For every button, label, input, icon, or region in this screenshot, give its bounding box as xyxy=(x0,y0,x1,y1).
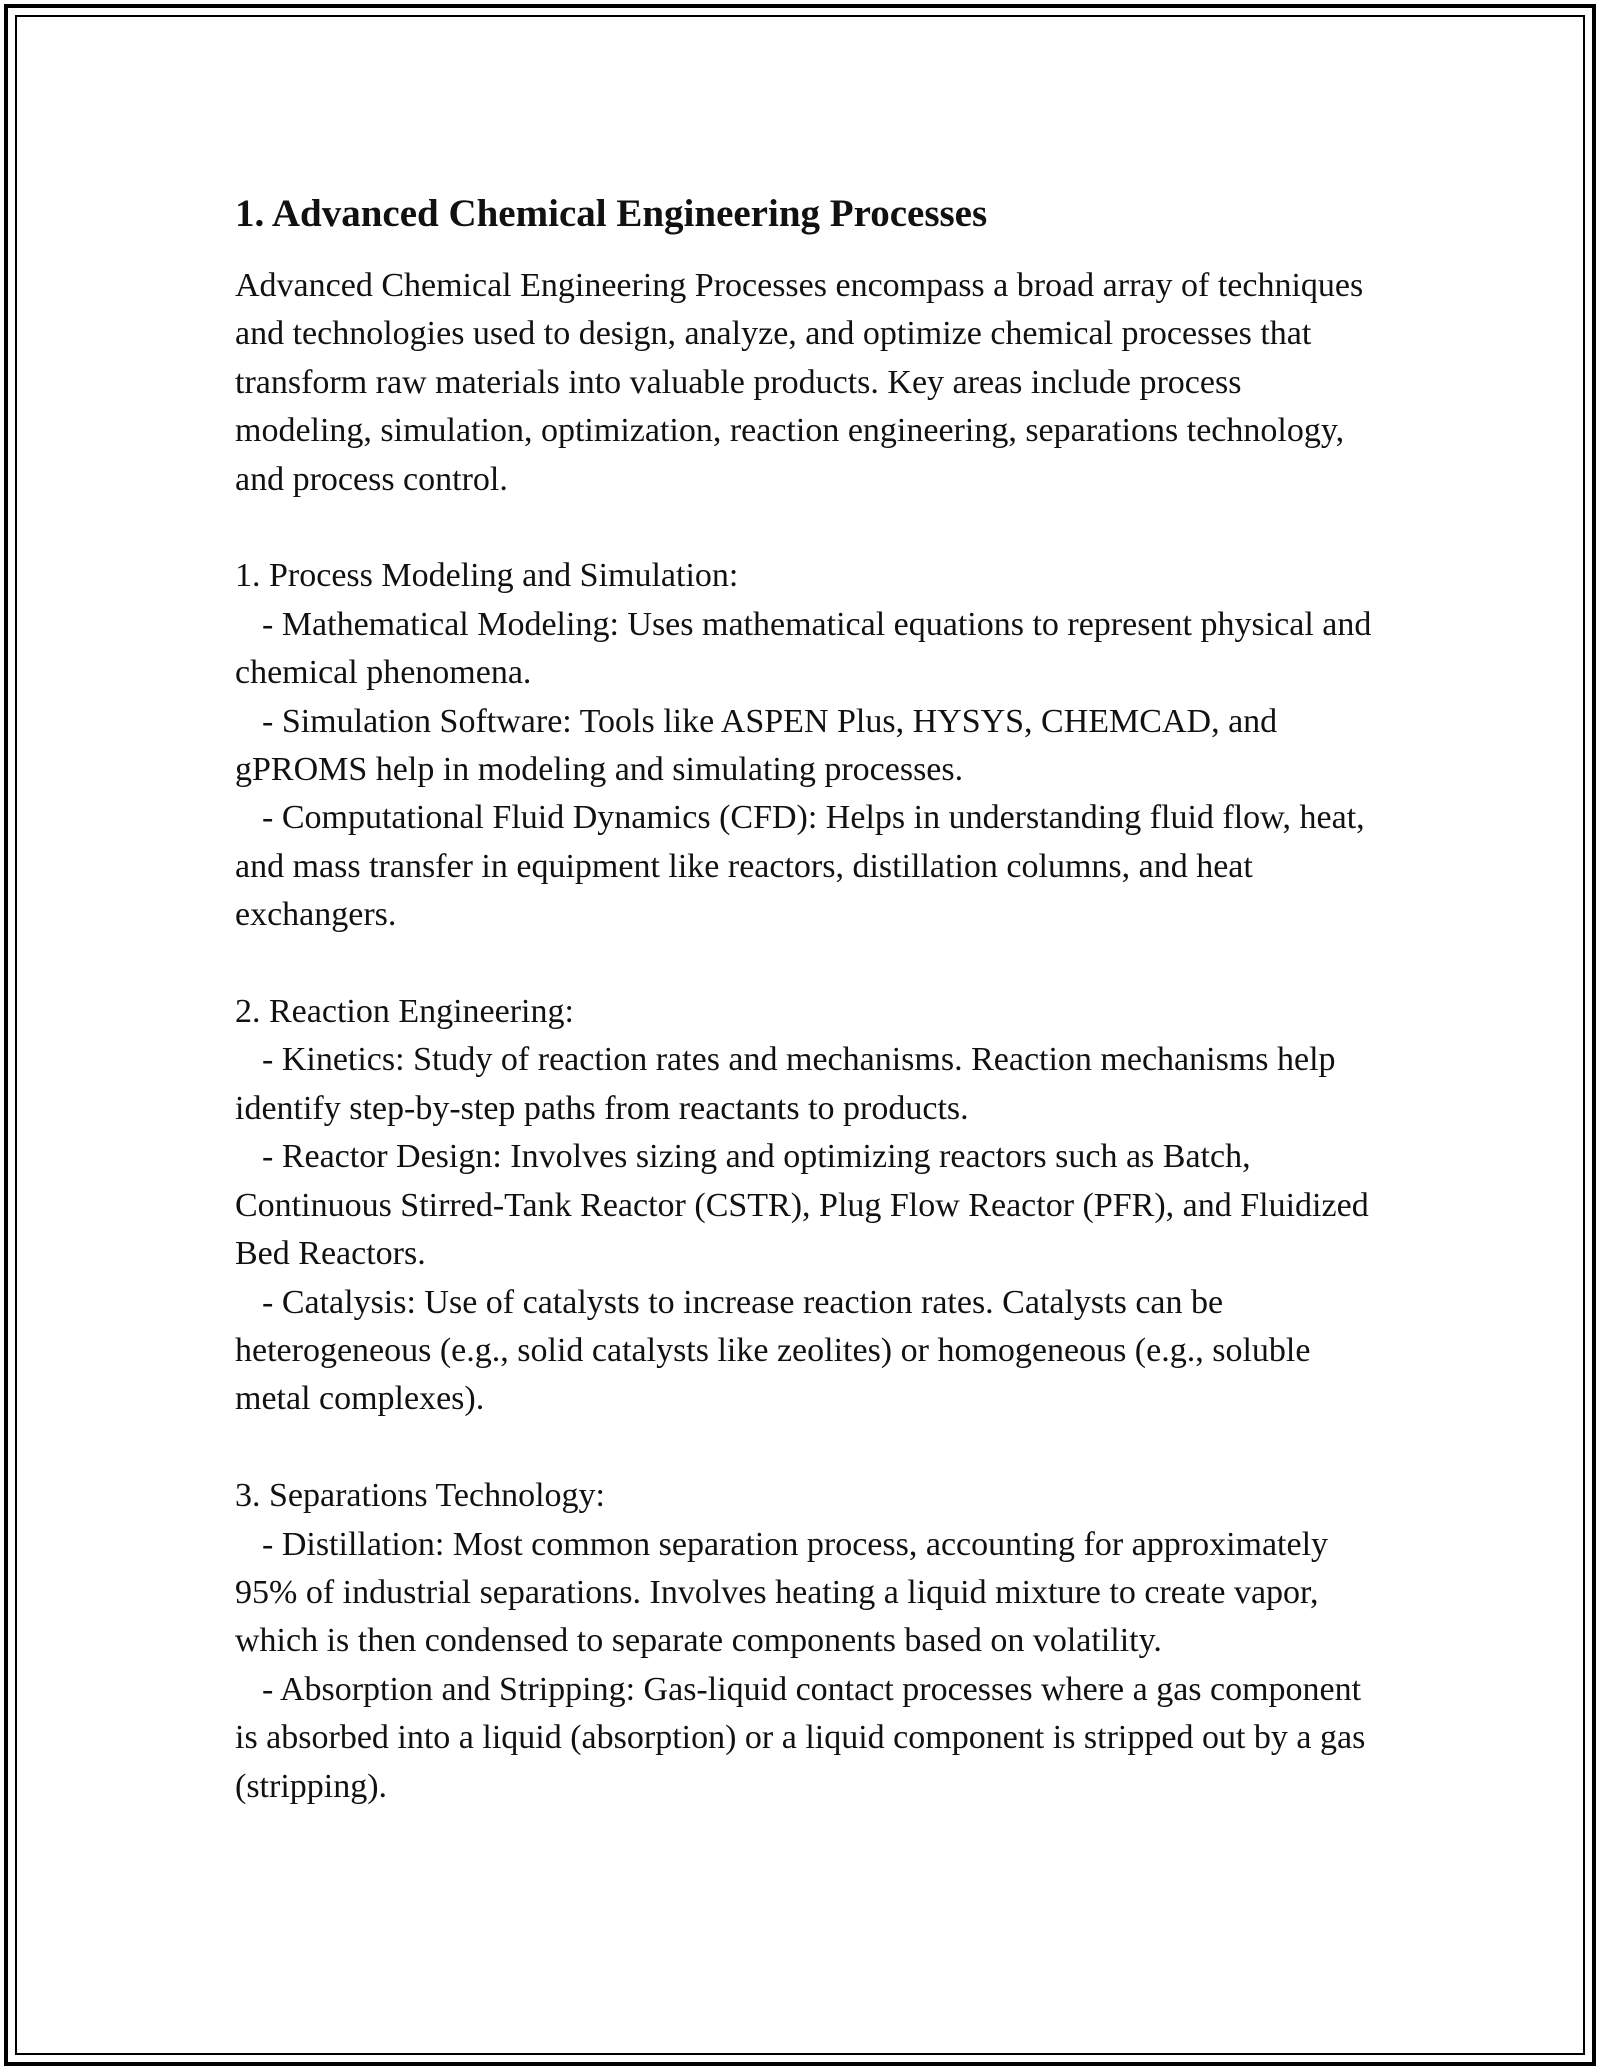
bullet-item: - Mathematical Modeling: Uses mathematical equations to represent physical and chemical phenomena. xyxy=(235,605,1372,692)
section-separations-technology xyxy=(235,1472,1375,1811)
section-title: 1. Process Modeling and Simulation: xyxy=(235,557,739,595)
section-title: 2. Reaction Engineering: xyxy=(235,993,574,1031)
section-process-modeling xyxy=(235,552,1375,939)
spacer xyxy=(235,1424,1375,1472)
intro-paragraph: Advanced Chemical Engineering Processes encompass a broad array of techniques and technologies used to design, analyze, and optimize chemical processes that transform raw materials into valuable products. Key areas include process modeling, simulation, optimization, reaction engineering, separations technology, and process control. xyxy=(235,267,1364,498)
spacer xyxy=(235,940,1375,988)
section-title: 3. Separations Technology: xyxy=(235,1477,605,1515)
section-reaction-engineering xyxy=(235,988,1375,1424)
bullet-item: - Catalysis: Use of catalysts to increase reaction rates. Catalysts can be heterogeneous (e.g., solid catalysts like zeolites) or homogeneous (e.g., soluble metal complexes). xyxy=(235,1283,1311,1418)
bullet-item: - Absorption and Stripping: Gas-liquid contact processes where a gas component is absorbed into a liquid (absorption) or a liquid component is stripped out by a gas (stripping). xyxy=(235,1670,1366,1805)
bullet-item: - Distillation: Most common separation process, accounting for approximately 95% of industrial separations. Involves heating a liquid mixture to create vapor, which is then condensed to separate components based on volatility. xyxy=(235,1525,1329,1660)
section-heading: 1. Advanced Chemical Engineering Processes xyxy=(235,192,988,235)
bullet-item: - Simulation Software: Tools like ASPEN Plus, HYSYS, CHEMCAD, and gPROMS help in modeling and simulating processes. xyxy=(235,702,1278,789)
document-body xyxy=(235,188,1375,1811)
bullet-item: - Kinetics: Study of reaction rates and mechanisms. Reaction mechanisms help identify step-by-step paths from reactants to products. xyxy=(235,1041,1336,1127)
bullet-item: - Reactor Design: Involves sizing and optimizing reactors such as Batch, Continuous Stirred-Tank Reactor (CSTR), Plug Flow Reactor (PFR), and Fluidized Bed Reactors. xyxy=(235,1138,1369,1273)
spacer xyxy=(235,504,1375,552)
bullet-item: - Computational Fluid Dynamics (CFD): Helps in understanding fluid flow, heat, and mass transfer in equipment like reactors, distillation columns, and heat exchangers. xyxy=(235,799,1365,934)
